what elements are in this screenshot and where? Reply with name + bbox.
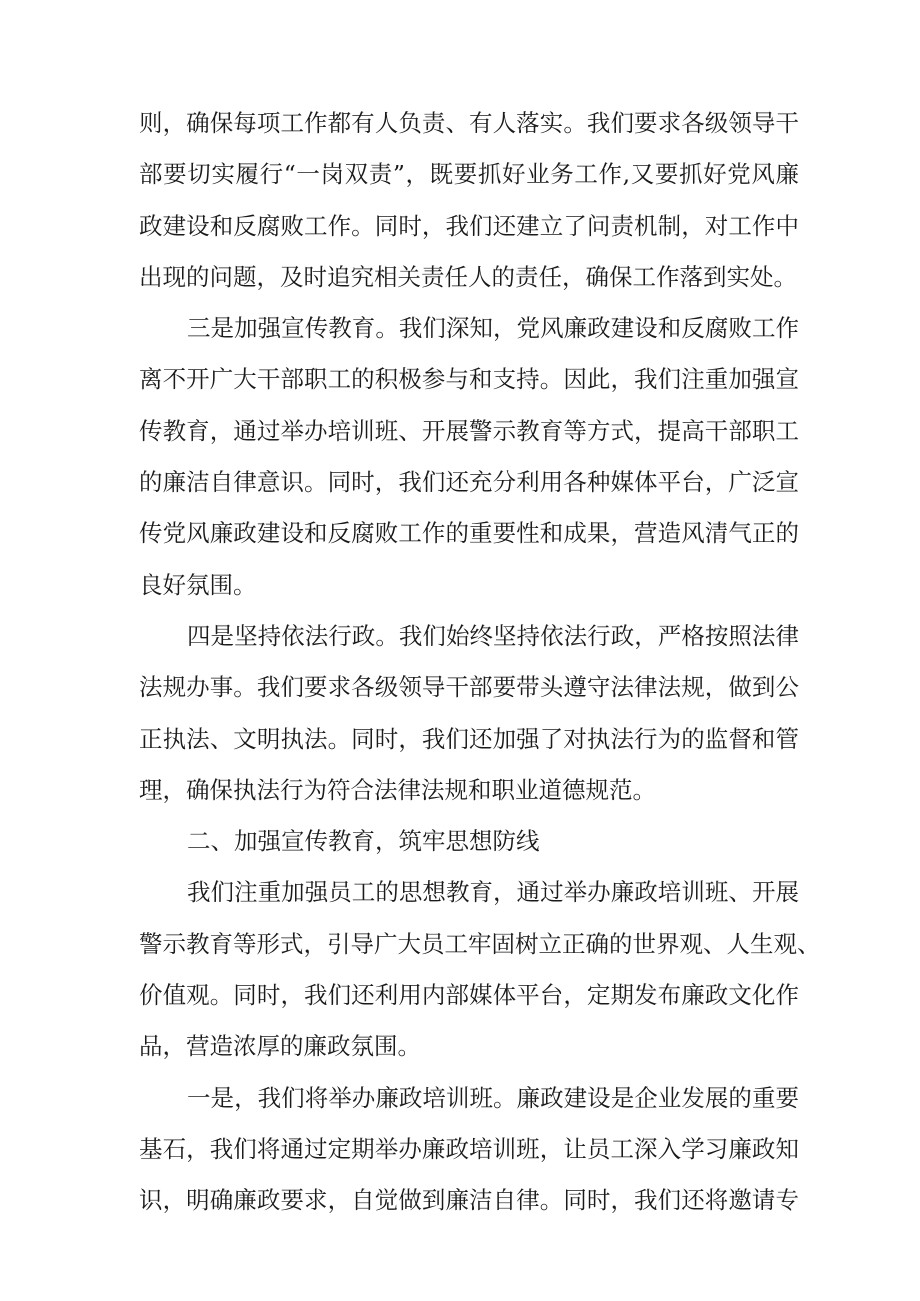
text-line: 三是加强宣传教育。我们深知，党风廉政建设和反腐败工作 — [187, 314, 799, 343]
text-line: 传教育，通过举办培训班、开展警示教育等方式，提高干部职工 — [139, 416, 799, 445]
text-line: 政建设和反腐败工作。同时，我们还建立了问责机制，对工作中 — [139, 211, 799, 240]
text-line: 理，确保执法行为符合法律法规和职业道德规范。 — [139, 775, 656, 804]
text-line: 正执法、文明执法。同时，我们还加强了对执法行为的监督和管 — [139, 724, 799, 753]
text-line: 良好氛围。 — [139, 570, 257, 599]
text-line: 则，确保每项工作都有人负责、有人落实。我们要求各级领导干 — [139, 109, 799, 137]
text-line: 品，营造浓厚的廉政氛围。 — [139, 1032, 421, 1061]
text-line: 识，明确廉政要求，自觉做到廉洁自律。同时，我们还将邀请专 — [139, 1186, 799, 1215]
text-line: 离不开广大干部职工的积极参与和支持。因此，我们注重加强宣 — [139, 365, 799, 394]
text-line: 法规办事。我们要求各级领导干部要带头遵守法律法规，做到公 — [139, 673, 799, 702]
text-line: 传党风廉政建设和反腐败工作的重要性和成果，营造风清气正的 — [139, 519, 799, 548]
text-line: 出现的问题，及时追究相关责任人的责任，确保工作落到实处。 — [139, 262, 797, 291]
text-line: 的廉洁自律意识。同时，我们还充分利用各种媒体平台，广泛宣 — [139, 468, 799, 497]
text-line: 价值观。同时，我们还利用内部媒体平台，定期发布廉政文化作 — [139, 981, 799, 1010]
text-line: 警示教育等形式，引导广大员工牢固树立正确的世界观、人生观、 — [139, 929, 821, 958]
text-line: 四是坚持依法行政。我们始终坚持依法行政，严格按照法律 — [187, 621, 799, 650]
body-text — [139, 104, 821, 1233]
section-heading: 二、加强宣传教育，筑牢思想防线 — [187, 827, 540, 856]
text-line: 一是，我们将举办廉政培训班。廉政建设是企业发展的重要 — [187, 1083, 799, 1112]
text-line: 基石，我们将通过定期举办廉政培训班，让员工深入学习廉政知 — [139, 1134, 799, 1163]
text-line: 部要切实履行“一岗双责”，既要抓好业务工作,又要抓好党风廉 — [139, 160, 799, 189]
text-line: 我们注重加强员工的思想教育，通过举办廉政培训班、开展 — [187, 878, 799, 907]
